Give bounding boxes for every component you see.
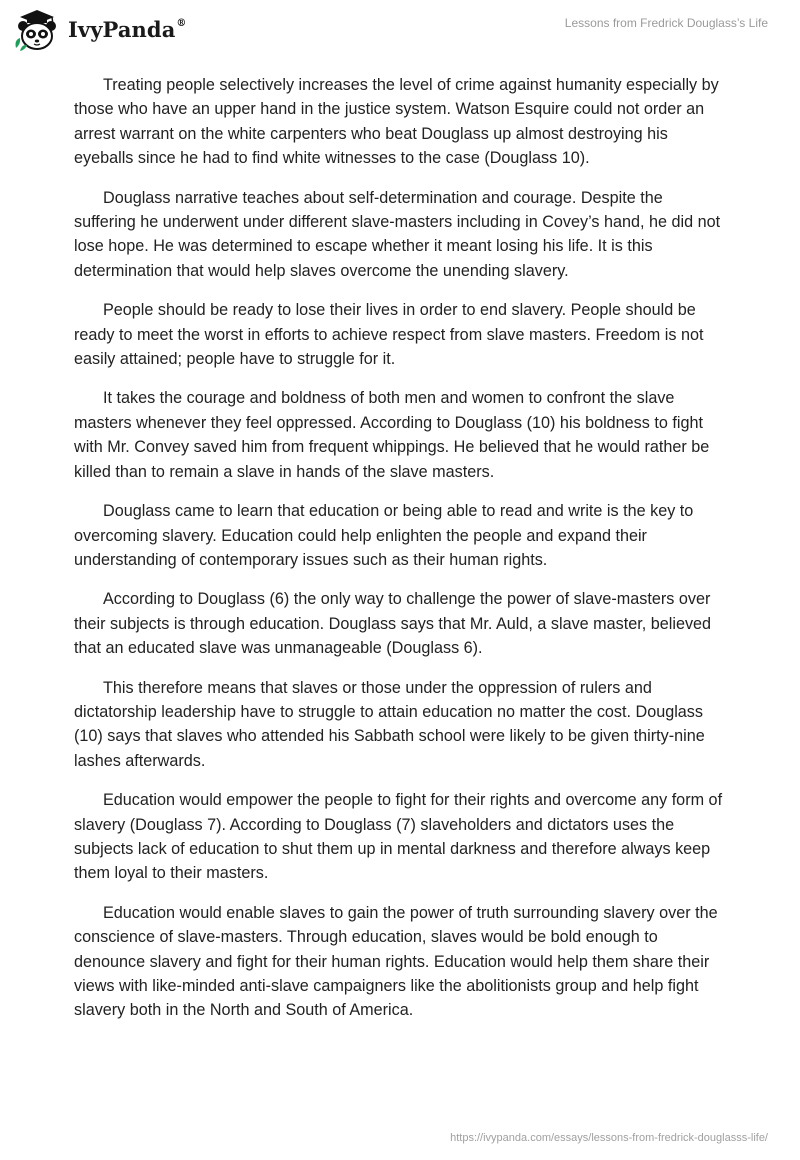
- paragraph: This therefore means that slaves or those under the oppression of rulers and dictatorship leadership have to struggle to attain education no matter the cost. Douglass (10) says that slaves who attended his Sabbath school were likely to be given thirty-nine lashes afterwards.: [74, 678, 705, 770]
- document-title: Lessons from Fredrick Douglass’s Life: [564, 16, 768, 30]
- paragraph: According to Douglass (6) the only way to challenge the power of slave-masters over their subjects is through education. Douglass says that Mr. Auld, a slave master, believed that an educated slave was unmanageable (Douglass 6).: [74, 590, 712, 658]
- paragraph: Treating people selectively increases the level of crime against humanity especially by those who have an upper hand in the justice system. Watson Esquire could not order an arrest warrant on the white carpenters who beat Douglass up almost destroying his eyeballs since he had to find white witnesses to the case (Douglass 10).: [74, 76, 719, 168]
- source-url-link[interactable]: https://ivypanda.com/essays/lessons-from-fredrick-douglasss-life/: [450, 1132, 768, 1144]
- registered-mark: ®: [176, 17, 187, 29]
- paragraph: Douglass came to learn that education or being able to read and write is the key to overcoming slavery. Education could help enlighten the people and expand their understanding of contemporary issues such as their human rights.: [74, 502, 694, 569]
- paragraph: Education would empower the people to fight for their rights and overcome any form of slavery (Douglass 7). According to Douglass (7) slaveholders and dictators uses the subjects lack of education to shut them up in mental darkness and therefore always keep them loyal to their masters.: [74, 791, 723, 883]
- paragraph: It takes the courage and boldness of both men and women to confront the slave masters whenever they feel oppressed. According to Douglass (10) his boldness to fight with Mr. Convey saved him from frequent whippings. He believed that he would rather be killed than to remain a slave in hands of the slave masters.: [74, 389, 710, 481]
- paragraph: Education would enable slaves to gain the power of truth surrounding slavery over the conscience of slave-masters. Through education, slaves would be bold enough to denounce slavery and fight for their human rights. Education would help them share their views with like-minded anti-slave campaigners like the abolitionists group and help fight slavery both in the North and South of America.: [74, 903, 718, 1020]
- paragraph: People should be ready to lose their lives in order to end slavery. People should be ready to meet the worst in efforts to achieve respect from slave masters. Freedom is not easily attained; people have to struggle for it.: [74, 301, 704, 369]
- brand-name-text: IvyPanda: [68, 16, 176, 42]
- page-header: [0, 0, 800, 60]
- brand-name: [68, 17, 187, 42]
- brand-logo[interactable]: [12, 8, 187, 52]
- essay-body: [74, 73, 726, 1038]
- panda-mascot-icon: [12, 8, 62, 52]
- paragraph: Douglass narrative teaches about self-determination and courage. Despite the suffering he underwent under different slave-masters including in Covey’s hand, he did not lose hope. He was determined to escape whether it meant losing his life. It is this determination that would help slaves overcome the unending slavery.: [74, 188, 721, 280]
